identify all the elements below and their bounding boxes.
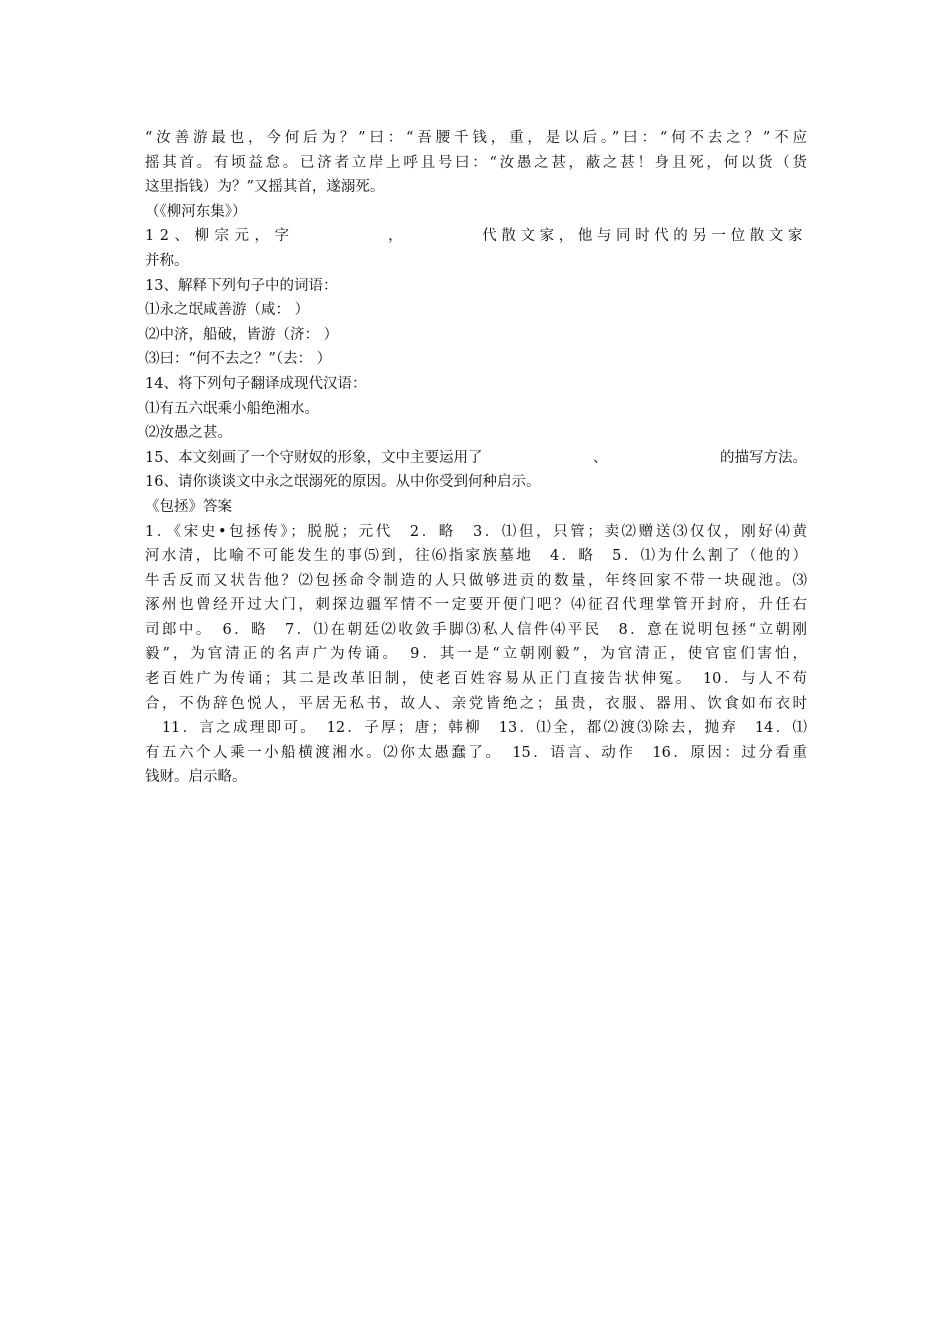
- answer-line-4: 涿州也曾经开过大门，刺探边疆军情不一定要开便门吧？⑷征召代理掌管开封府，升任右: [145, 597, 807, 614]
- question-15-part-a: 15、本文刻画了一个守财奴的形象，文中主要运用了: [145, 449, 483, 466]
- question-13-item-3: ⑶曰：“何不去之？”（去： ）: [145, 351, 332, 368]
- question-16: 16、请你谈谈文中永之氓溺死的原因。从中你受到何种启示。: [145, 474, 541, 491]
- question-14-item-2: ⑵汝愚之甚。: [145, 425, 232, 442]
- answer-line-2: 河水清，比喻不可能发生的事⑸到，往⑹指家族墓地 4．略 5．⑴为什么割了（他的）: [145, 548, 807, 565]
- question-14: 14、将下列句子翻译成现代汉语：: [145, 375, 367, 392]
- passage-line-2: 摇其首。有顷益怠。已济者立岸上呼且号曰：“汝愚之甚，蔽之甚！身且死，何以货（货: [145, 154, 807, 171]
- answer-line-11: 钱财。启示略。: [145, 769, 247, 786]
- answer-line-7: 老百姓广为传诵；其二是改革旧制，使老百姓容易从正门直接告状伸冤。 10．与人不苟: [145, 671, 807, 688]
- document-page: [145, 126, 807, 790]
- question-12-line-1: [145, 224, 807, 249]
- answer-line-1: 1．《宋史•包拯传》；脱脱；元代 2．略 3．⑴但，只管；卖⑵赠送⑶仅仅，刚好⑷黄: [145, 523, 807, 540]
- passage-line-3: 这里指钱）为？”又摇其首，遂溺死。: [145, 179, 385, 196]
- question-12-part-a: 12、柳宗元，字: [145, 228, 295, 245]
- answer-line-8: 合，不伪辞色悦人，平居无私书，故人、亲党皆绝之；虽贵，衣服、器用、饮食如布衣时: [145, 695, 807, 712]
- question-15-part-b: 、: [592, 449, 608, 466]
- question-14-item-1: ⑴有五六氓乘小船绝湘水。: [145, 400, 319, 417]
- answer-line-9: 11．言之成理即可。 12．子厚；唐；韩柳 13．⑴全，都⑵渡⑶除去，抛弃 14．⑴: [145, 720, 807, 737]
- answer-line-6: 毅”，为官清正的名声广为传诵。 9．其一是“立朝刚毅”，为官清正，使官宦们害怕，: [145, 646, 807, 663]
- question-13: 13、解释下列句子中的词语：: [145, 277, 338, 294]
- answer-line-5: 司郎中。 6．略 7．⑴在朝廷⑵收敛手脚⑶私人信件⑷平民 8．意在说明包拯“立朝刚: [145, 621, 807, 638]
- answers-heading: 《包拯》答案: [145, 498, 232, 515]
- question-15: [145, 446, 807, 471]
- question-12-part-c: 代散文家，他与同时代的另一位散文家: [482, 228, 807, 245]
- question-12-part-b: ，: [388, 228, 403, 245]
- answer-line-10: 有五六个人乘一小船横渡湘水。⑵你太愚蠢了。 15．语言、动作 16．原因：过分看重: [145, 744, 807, 761]
- question-12-line-2: 并称。: [145, 252, 189, 269]
- question-15-part-c: 的描写方法。: [719, 449, 807, 466]
- question-13-item-2: ⑵中济，船破，皆游（济： ）: [145, 326, 339, 343]
- passage-line-1: “汝善游最也，今何后为？”曰：“吾腰千钱，重，是以后。”曰：“何不去之？”不应: [145, 130, 807, 146]
- question-13-item-1: ⑴永之氓咸善游（咸： ）: [145, 302, 310, 319]
- answer-line-3: 牛舌反而又状告他？⑵包拯命令制造的人只做够进贡的数量，年终回家不带一块砚池。⑶: [145, 572, 807, 589]
- passage-source: （《柳河东集》）: [145, 203, 247, 220]
